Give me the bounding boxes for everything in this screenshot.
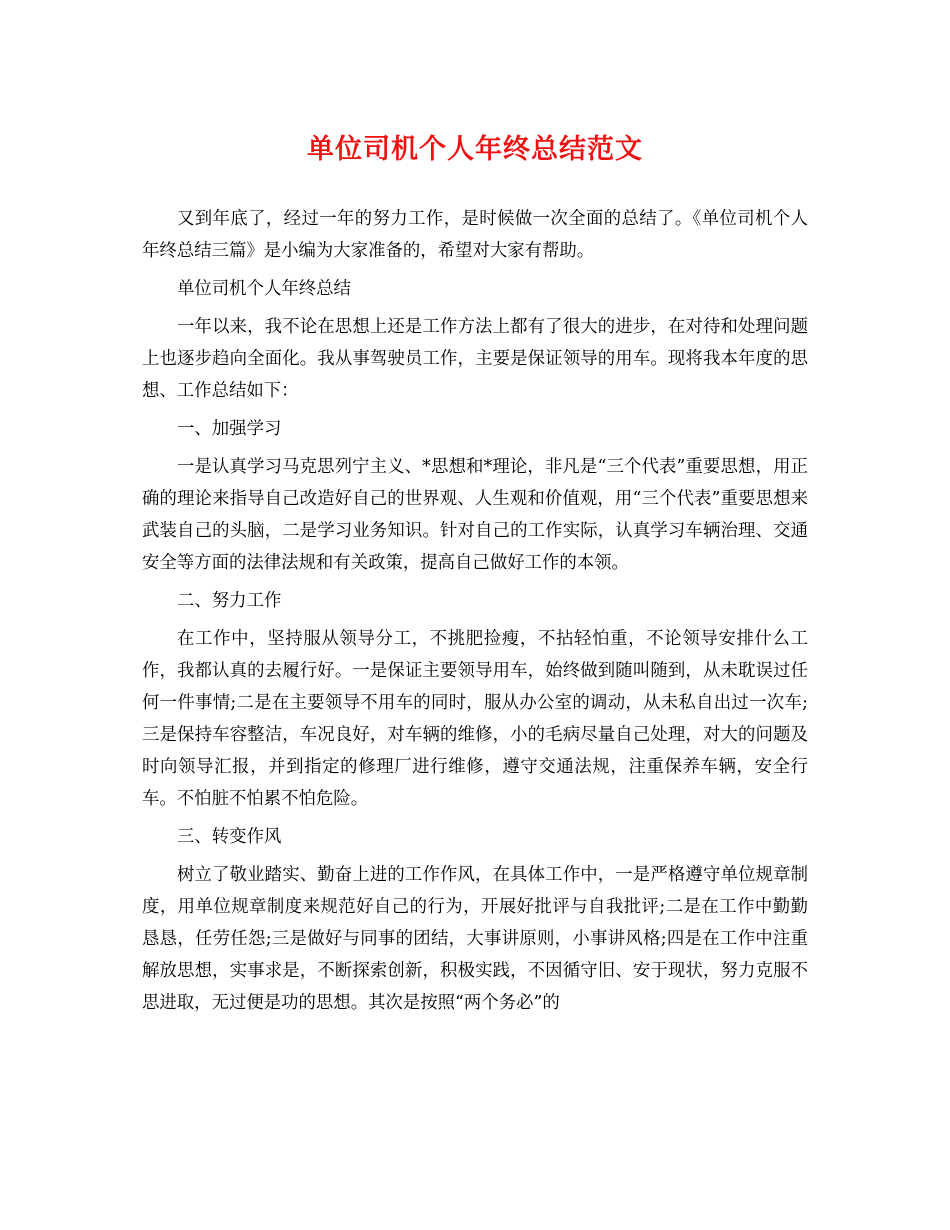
section-subtitle: 单位司机个人年终总结: [177, 279, 351, 299]
intro-paragraph: 又到年底了，经过一年的努力工作，是时候做一次全面的总结了。《单位司机个人年终总结三篇》是小编为大家准备的，希望对大家有帮助。: [142, 209, 808, 261]
style-paragraph: 树立了敬业踏实、勤奋上进的工作作风，在具体工作中，一是严格遵守单位规章制度，用单位规章制度来规范好自己的行为，开展好批评与自我批评;二是在工作中勤勤恳恳，任劳任怨;三是做好与同事的团结，大事讲原则，小事讲风格;四是在工作中注重解放思想，实事求是，不断探索创新，积极实践，不因循守旧、安于现状，努力克服不思进取，无过便是功的思想。其次是按照“两个务必”的: [142, 865, 808, 1013]
section-heading-work: 二、努力工作: [177, 591, 282, 611]
study-paragraph: 一是认真学习马克思列宁主义、*思想和*理论，非凡是“三个代表”重要思想，用正确的理论来指导自己改造好自己的世界观、人生观和价值观，用“三个代表”重要思想来武装自己的头脑，二是学习业务知识。针对自己的工作实际，认真学习车辆治理、交通安全等方面的法律法规和有关政策，提高自己做好工作的本领。: [142, 457, 808, 573]
document-body: [142, 203, 808, 1025]
section-heading-style: 三、转变作风: [177, 827, 282, 847]
work-paragraph: 在工作中，坚持服从领导分工，不挑肥捡瘦，不拈轻怕重，不论领导安排什么工作，我都认真的去履行好。一是保证主要领导用车，始终做到随叫随到，从未耽误过任何一件事情;二是在主要领导不用车的同时，服从办公室的调动，从未私自出过一次车;三是保持车容整洁，车况良好，对车辆的维修，小的毛病尽量自己处理，对大的问题及时向领导汇报，并到指定的修理厂进行维修，遵守交通法规，注重保养车辆，安全行车。不怕脏不怕累不怕危险。: [142, 629, 808, 809]
opening-paragraph: 一年以来，我不论在思想上还是工作方法上都有了很大的进步，在对待和处理问题上也逐步趋向全面化。我从事驾驶员工作，主要是保证领导的用车。现将我本年度的思想、工作总结如下：: [142, 317, 808, 401]
section-heading-study: 一、加强学习: [177, 419, 282, 439]
document-title: 单位司机个人年终总结范文: [307, 134, 643, 165]
